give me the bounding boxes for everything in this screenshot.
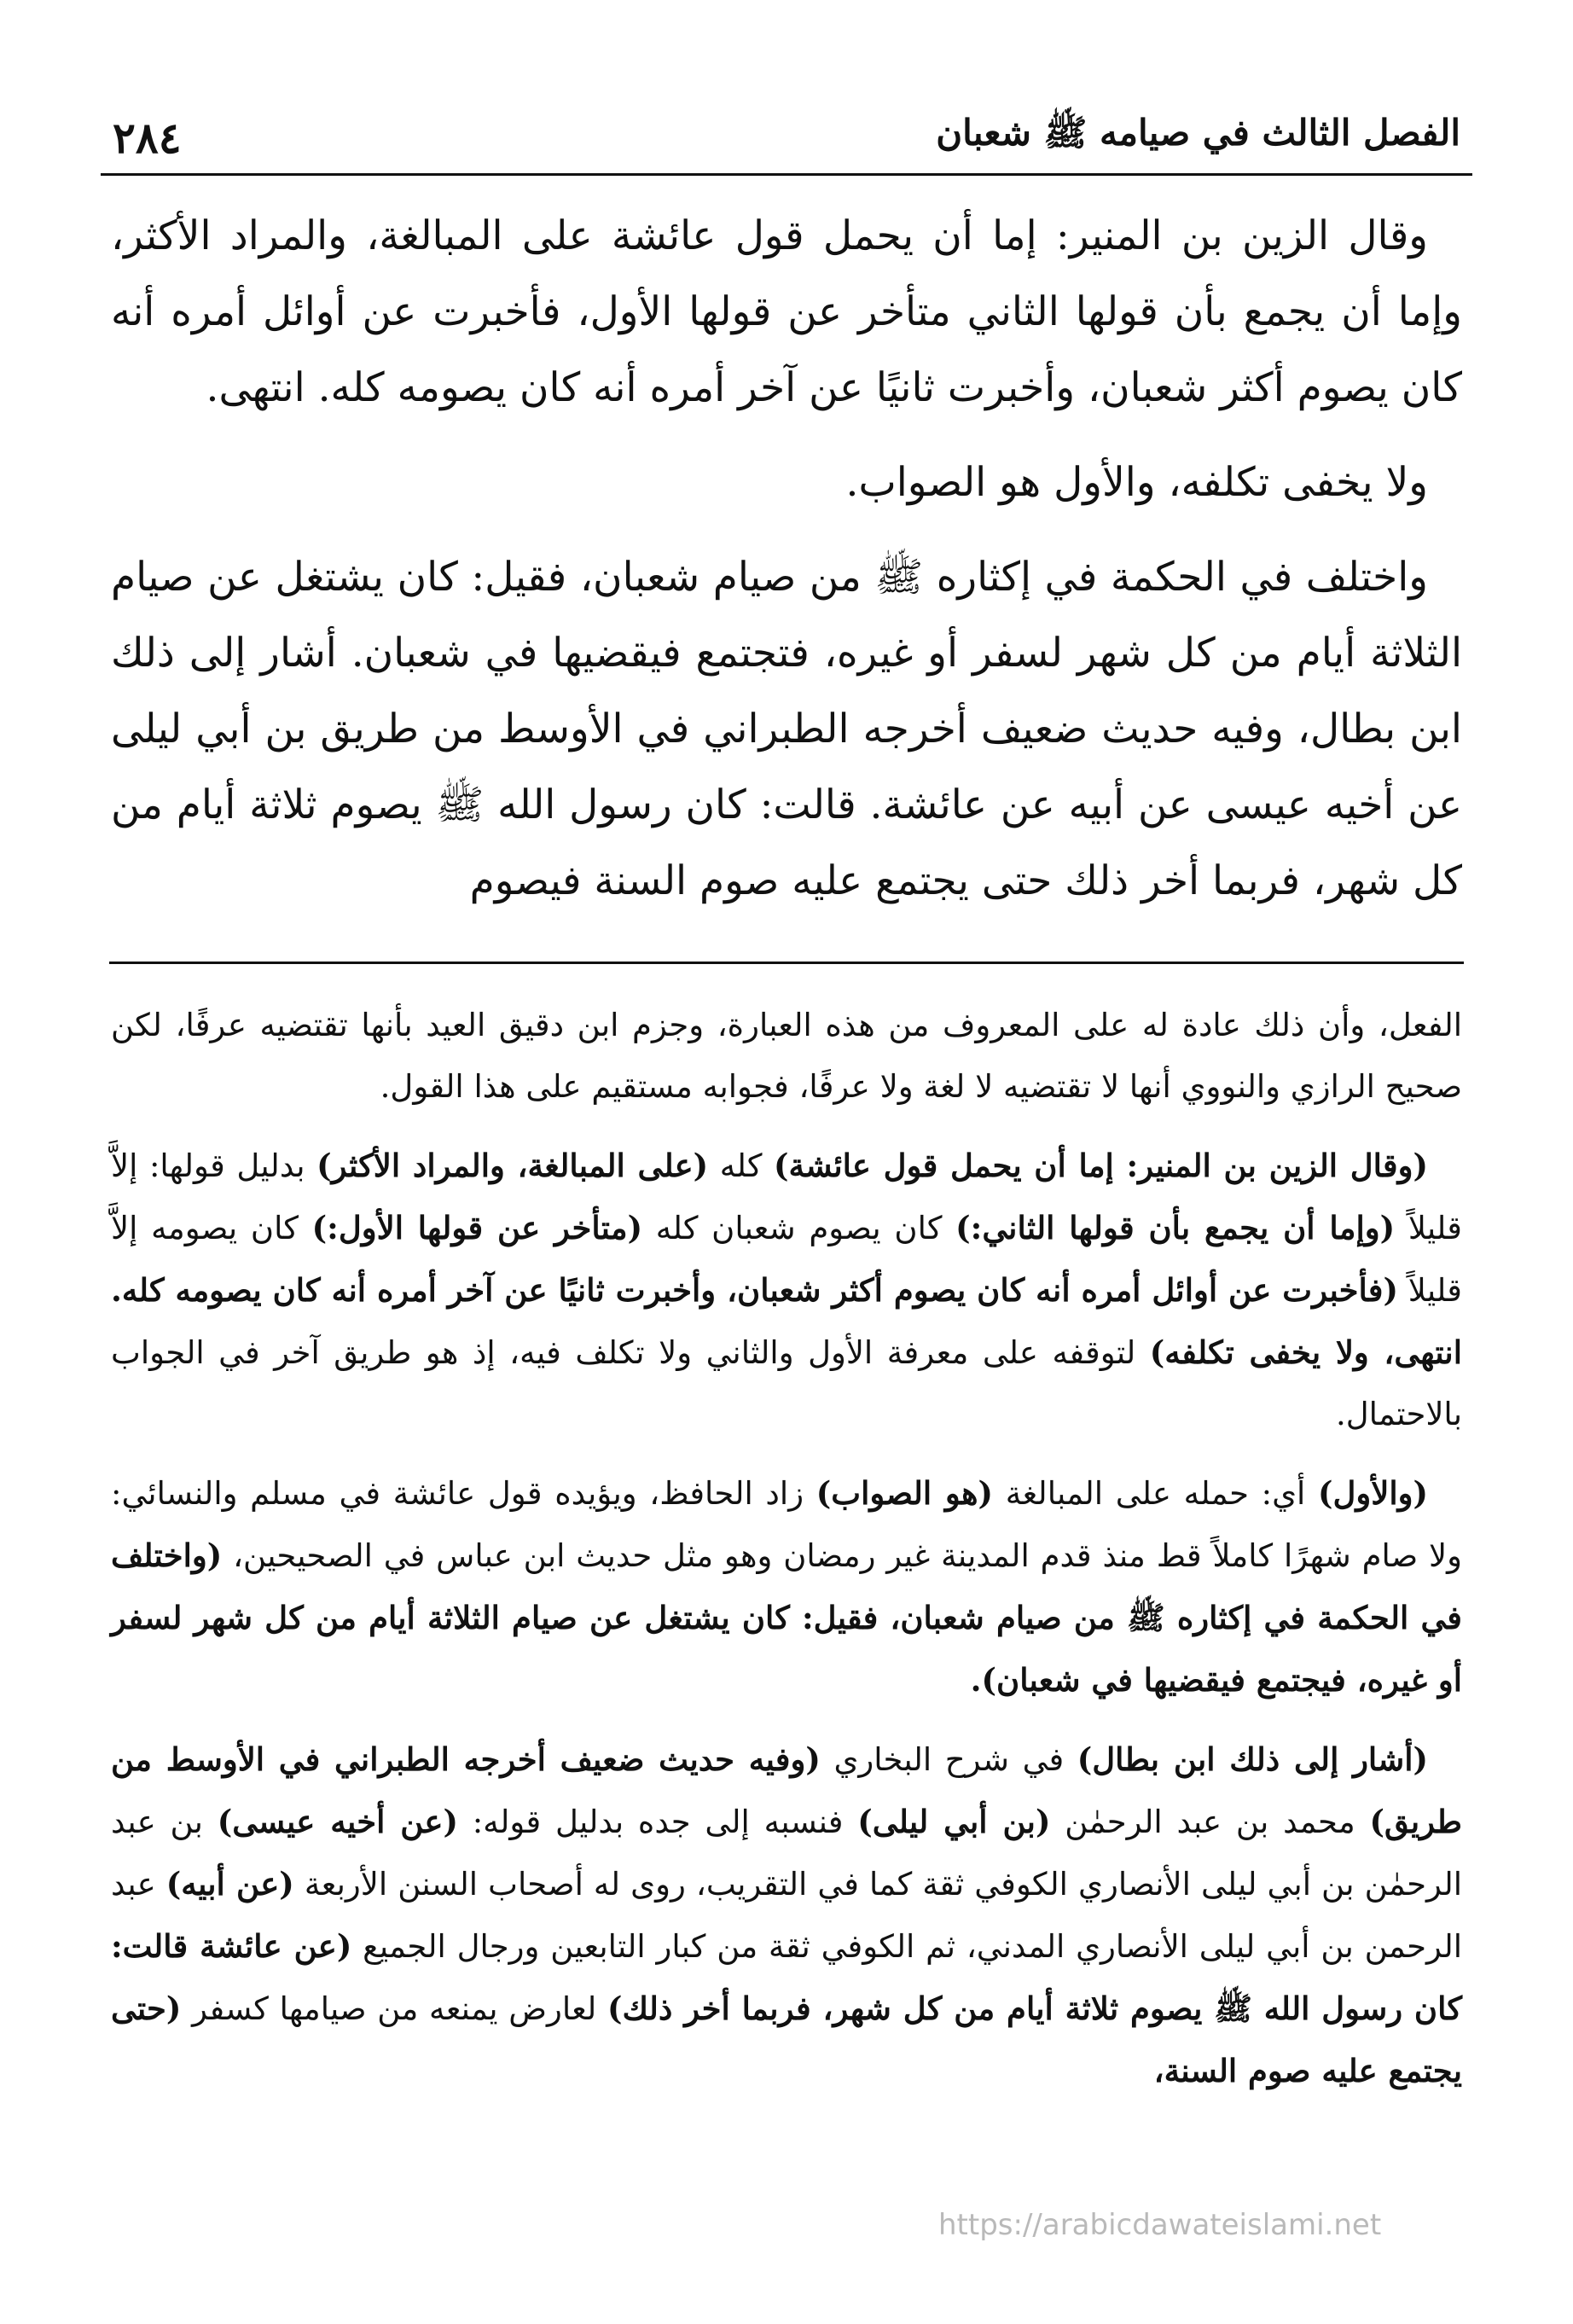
quoted-text: (على المبالغة، والمراد الأكثر) bbox=[316, 1147, 709, 1184]
quoted-text: (والأول) bbox=[1318, 1474, 1429, 1512]
commentary-text: لتوقفه على معرفة الأول والثاني ولا تكلف فيه، إذ هو طريق آخر في الجواب بالاحتمال. bbox=[111, 1334, 1462, 1432]
quoted-text: (حتى يجتمع عليه صوم السنة، bbox=[111, 1990, 1462, 2089]
quoted-text: (عن أخيه عيسى) bbox=[217, 1803, 459, 1840]
commentary bbox=[101, 995, 1472, 2102]
main-paragraph: واختلف في الحكمة في إكثاره ﷺ من صيام شعبان، فقيل: كان يشتغل عن صيام الثلاثة أيام من كل شهر لسفر أو غيره، فتجتمع فيقضيها في شعبان. أشار إلى ذلك ابن بطال، وفيه حديث ضعيف أخرجه الطبراني في الأوسط من طريق بن أبي ليلى عن أخيه عيسى عن أبيه عن عائشة. قالت: كان رسول الله ﷺ يصوم ثلاثة أيام من كل شهر، فربما أخر ذلك حتى يجتمع عليه صوم السنة فيصوم bbox=[111, 554, 1462, 904]
commentary-text: بدليل قولها: إلاَّ قليلاً bbox=[111, 1147, 1462, 1246]
commentary-text: كان يصوم شعبان كله bbox=[642, 1210, 956, 1246]
commentary-text: فنسبه إلى جده بدليل قوله: bbox=[458, 1804, 858, 1840]
quoted-text: (بن أبي ليلى) bbox=[857, 1803, 1051, 1840]
commentary-text: كان يصومه إلاَّ قليلاً bbox=[111, 1210, 1462, 1309]
page-header bbox=[101, 102, 1472, 176]
commentary-text: أي: حمله على المبالغة bbox=[993, 1475, 1318, 1512]
quoted-text: (متأخر عن قولها الأول:) bbox=[311, 1209, 643, 1246]
quoted-text: (عن أبيه) bbox=[165, 1865, 294, 1903]
main-paragraph: وقال الزين بن المنير: إما أن يحمل قول عائشة على المبالغة، والمراد الأكثر، وإما أن يجمع بأن قولها الثاني متأخر عن قولها الأول، فأخبرت عن أوائل أمره أنه كان يصوم أكثر شعبان، وأخبرت ثانيًا عن آخر أمره أنه كان يصومه كله. انتهى. bbox=[111, 212, 1462, 411]
page-number: ٢٨٤ bbox=[113, 113, 182, 163]
commentary-paragraph bbox=[101, 1135, 1472, 1445]
commentary-text: بن عبد الرحمٰن بن أبي ليلى الأنصاري الكوفي ثقة كما في التقريب، روى له أصحاب السنن الأربعة bbox=[111, 1804, 1462, 1903]
quoted-text: (وقال الزين بن المنير: إما أن يحمل قول عائشة) bbox=[774, 1147, 1428, 1184]
commentary-text: في شرح البخاري bbox=[820, 1741, 1077, 1778]
commentary-text: محمد بن عبد الرحمٰن bbox=[1050, 1804, 1370, 1840]
quoted-text: (فأخبرت عن أوائل أمره أنه كان يصوم أكثر شعبان، وأخبرت ثانيًا عن آخر أمره أنه كان يصومه كله. انتهى، ولا يخفى تكلفه) bbox=[111, 1271, 1462, 1371]
commentary-paragraph bbox=[101, 1462, 1472, 1711]
quoted-text: (وفيه حديث ضعيف أخرجه الطبراني في الأوسط من طريق) bbox=[111, 1740, 1462, 1840]
main-paragraph: ولا يخفى تكلفه، والأول هو الصواب. bbox=[845, 459, 1428, 506]
quoted-text: (وإما أن يجمع بأن قولها الثاني:) bbox=[955, 1209, 1396, 1246]
commentary-text: كله bbox=[708, 1147, 774, 1184]
main-text bbox=[101, 198, 1472, 919]
chapter-title: الفصل الثالث في صيامه ﷺ شعبان bbox=[936, 112, 1460, 154]
commentary-paragraph: الفعل، وأن ذلك عادة له على المعروف من هذه العبارة، وجزم ابن دقيق العيد بأنها تقتضيه عرفًا، لكن صحيح الرازي والنووي أنها لا تقتضيه لا لغة ولا عرفًا، فجوابه مستقيم على هذا القول. bbox=[111, 1007, 1462, 1105]
commentary-text: زاد الحافظ، ويؤيده قول عائشة في مسلم والنسائي: ولا صام شهرًا كاملاً قط منذ قدم المدينة غير رمضان وهو مثل حديث ابن عباس في الصحيحين، bbox=[111, 1475, 1462, 1574]
site-watermark: https://arabicdawateislami.net bbox=[938, 2208, 1382, 2242]
commentary-text: لعارض يمنعه من صيامها كسفر bbox=[181, 1990, 607, 2027]
quoted-text: (أشار إلى ذلك ابن بطال) bbox=[1077, 1740, 1428, 1778]
footnote-separator bbox=[109, 962, 1464, 964]
quoted-text: (هو الصواب) bbox=[816, 1474, 994, 1512]
quoted-text: (عن عائشة قالت: كان رسول الله ﷺ يصوم ثلاثة أيام من كل شهر، فربما أخر ذلك) bbox=[111, 1927, 1462, 2027]
commentary-paragraph bbox=[101, 1728, 1472, 2102]
quoted-text: (واختلف في الحكمة في إكثاره ﷺ من صيام شعبان، فقيل: كان يشتغل عن صيام الثلاثة أيام من كل شهر لسفر أو غيره، فيجتمع فيقضيها في شعبان). bbox=[111, 1537, 1462, 1699]
commentary-text: عبد الرحمن بن أبي ليلى الأنصاري المدني، ثم الكوفي ثقة من كبار التابعين ورجال الجميع bbox=[111, 1866, 1462, 1965]
